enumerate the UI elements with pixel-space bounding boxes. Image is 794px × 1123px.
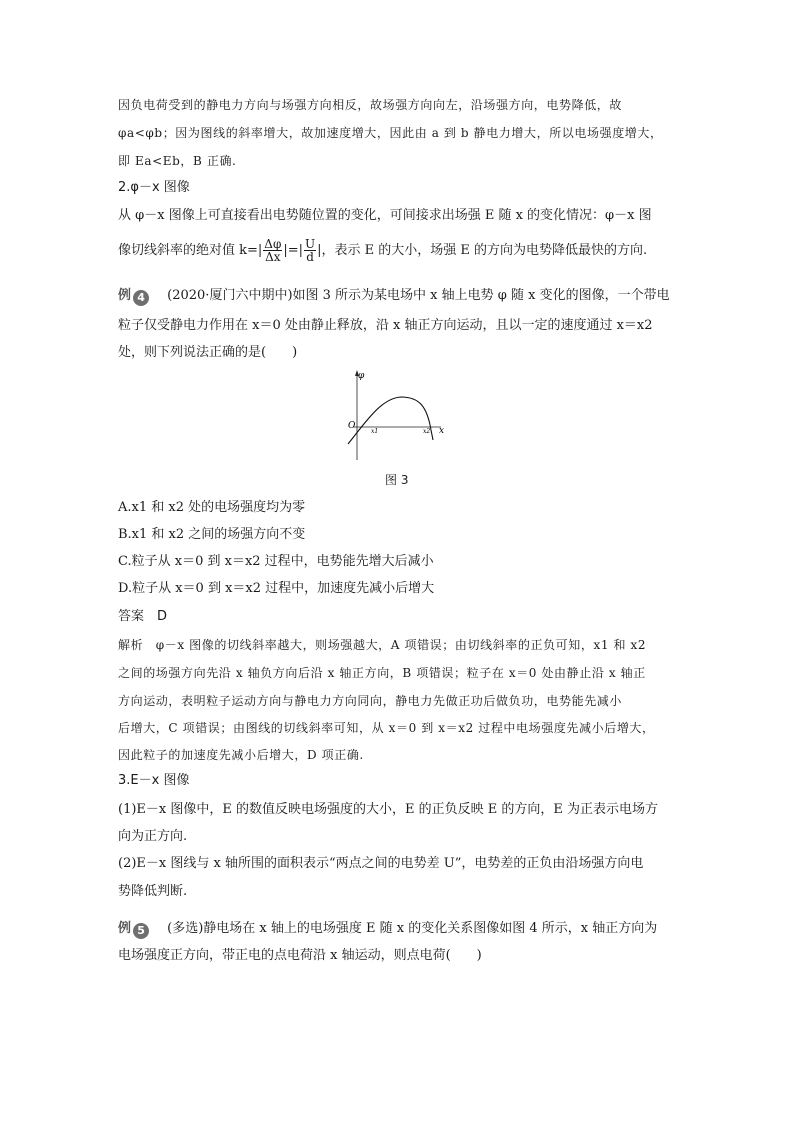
example-4-text-1: (2020·厦门六中期中)如图 3 所示为某电场中 x 轴上电势 φ 随 x 变化的图像，一个带电	[167, 288, 670, 303]
section-2-line-1: 从 φ－x 图像上可直接看出电势随位置的变化，可间接求出场强 E 随 x 的变化情况：φ－x 图	[118, 208, 652, 223]
example-5-line-2: 电场强度正方向，带正电的点电荷沿 x 轴运动，则点电荷( )	[118, 948, 482, 963]
example-4-line-1	[118, 287, 670, 306]
section-3-heading: 3.E－x 图像	[118, 773, 190, 788]
fraction-u-d	[304, 238, 316, 263]
intro-line-2: φa<φb；因为图线的斜率增大，故加速度增大，因此由 a 到 b 静电力增大，所以电场强度增大，	[118, 126, 663, 140]
x2-label: x2	[423, 428, 431, 435]
analysis-line-4: 后增大，C 项错误；由图线的切线斜率可知，从 x＝0 到 x＝x2 过程中电场强度先减小后增大，	[118, 721, 655, 735]
y-axis-label: φ	[358, 371, 365, 381]
analysis-line-1: 解析 φ－x 图像的切线斜率越大，则场强越大，A 项错误；由切线斜率的正负可知，x1 和 x2	[118, 638, 647, 652]
figure-3-caption: 图 3	[385, 473, 409, 487]
example-number-badge: 4	[133, 290, 149, 306]
example-4-line-2: 粒子仅受静电力作用在 x＝0 处由静止释放，沿 x 轴正方向运动，且以一定的速度通过 x＝x2	[118, 318, 653, 333]
fraction-denominator: d	[306, 250, 314, 264]
example-label: 例	[118, 288, 132, 303]
option-a: A.x1 和 x2 处的电场强度均为零	[118, 500, 306, 515]
x1-label: x1	[371, 428, 379, 435]
origin-label: O	[348, 421, 356, 431]
x-axis-label: x	[439, 426, 445, 436]
example-label: 例	[118, 921, 132, 936]
example-4-line-3: 处，则下列说法正确的是( )	[118, 345, 298, 360]
option-b: B.x1 和 x2 之间的场强方向不变	[118, 527, 306, 542]
example-number-badge: 5	[133, 923, 149, 939]
section-3-p2-line-1: (2)E－x 图线与 x 轴所围的面积表示“两点之间的电势差 U”，电势差的正负由沿场强方向电	[118, 856, 644, 871]
option-c: C.粒子从 x＝0 到 x＝x2 过程中，电势能先增大后减小	[118, 554, 434, 569]
option-d: D.粒子从 x＝0 到 x＝x2 过程中，加速度先减小后增大	[118, 581, 435, 596]
fraction-numerator: U	[305, 237, 316, 251]
fraction-denominator: Δx	[265, 250, 281, 264]
analysis-line-5: 因此粒子的加速度先减小后增大，D 项正确.	[118, 748, 364, 762]
section-2-heading: 2.φ－x 图像	[118, 180, 190, 195]
slope-text-mid: |=|	[283, 243, 304, 258]
phi-curve	[348, 397, 433, 444]
slope-text-pre: 像切线斜率的绝对值 k=|	[118, 243, 263, 258]
example-5-text-1: (多选)静电场在 x 轴上的电场强度 E 随 x 的变化关系图像如图 4 所示，x 轴正方向为	[167, 921, 658, 936]
answer-line: 答案 D	[118, 609, 168, 624]
intro-line-1: 因负电荷受到的静电力方向与场强方向相反，故场强方向向左，沿场强方向，电势降低，故	[118, 98, 623, 112]
analysis-line-2: 之间的场强方向先沿 x 轴负方向后沿 x 轴正方向，B 项错误；粒子在 x＝0 处由静止沿 x 轴正	[118, 666, 646, 680]
example-5-line-1	[118, 920, 657, 939]
phi-x-graph-figure	[343, 368, 447, 464]
analysis-line-3: 方向运动，表明粒子运动方向与静电力方向同向，静电力先做正功后做负功，电势能先减小	[118, 694, 623, 708]
intro-line-3: 即 Ea<Eb，B 正确.	[118, 154, 237, 168]
section-2-line-2	[118, 236, 647, 266]
fraction-dphi-dx	[263, 238, 282, 263]
fraction-numerator: Δφ	[264, 237, 282, 251]
section-3-p1-line-1: (1)E－x 图像中，E 的数值反映电场强度的大小，E 的正负反映 E 的方向，E 为正表示电场方	[118, 802, 658, 817]
section-3-p2-line-2: 势降低判断.	[118, 884, 188, 899]
slope-text-post: |，表示 E 的大小，场强 E 的方向为电势降低最快的方向.	[317, 243, 648, 258]
section-3-p1-line-2: 向为正方向.	[118, 829, 188, 844]
